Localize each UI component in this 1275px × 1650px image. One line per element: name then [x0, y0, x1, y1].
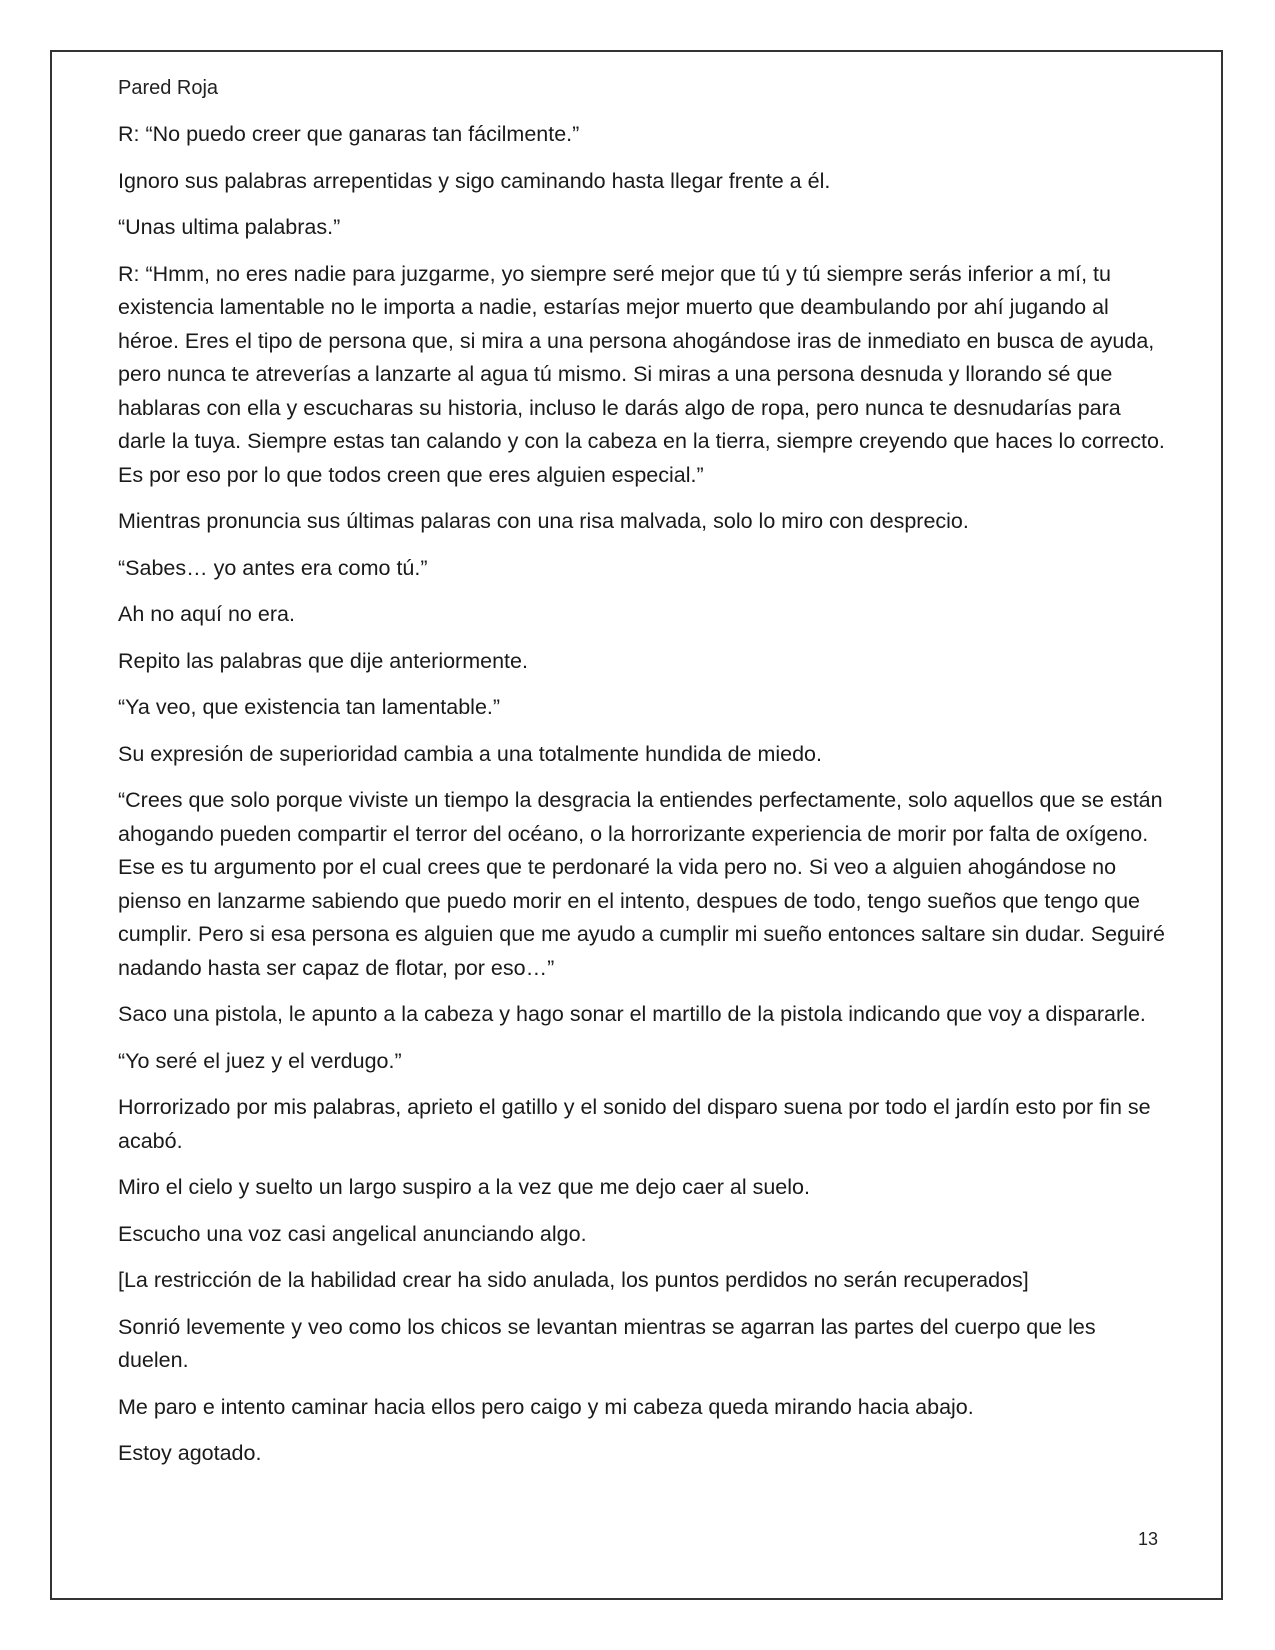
paragraph: Sonrió levemente y veo como los chicos se levantan mientras se agarran las partes del cuerpo que les duelen. [118, 1314, 1096, 1372]
paragraph: “Crees que solo porque viviste un tiempo la desgracia la entiendes perfectamente, solo aquellos que se están ahogando pueden compartir el terror del océano, o la horrorizante experiencia de morir por falta de oxígeno. Ese es tu argumento por el cual crees que te perdonaré la vida pero no. Si veo a alguien ahogándose no pienso en lanzarme sabiendo que puedo morir en el intento, despues de todo, tengo sueños que tengo que cumplir. Pero si esa persona es alguien que me ayudo a cumplir mi sueño entonces saltare sin dudar. Seguiré nadando hasta ser capaz de flotar, por eso…” [118, 788, 1165, 980]
paragraph: R: “Hmm, no eres nadie para juzgarme, yo siempre seré mejor que tú y tú siempre serás inferior a mí, tu existencia lamentable no le importa a nadie, estarías mejor muerto que deambulando por ahí jugando al héroe. Eres el tipo de persona que, si mira a una persona ahogándose iras de inmediato en busca de ayuda, pero nunca te atreverías a lanzarte al agua tú mismo. Si miras a una persona desnuda y llorando sé que hablaras con ella y escucharas su historia, incluso le darás algo de ropa, pero nunca te desnudarías para darle la tuya. Siempre estas tan calando y con la cabeza en la tierra, siempre creyendo que haces lo correcto. Es por eso por lo que todos creen que eres alguien especial.” [118, 261, 1165, 487]
paragraph: [La restricción de la habilidad crear ha sido anulada, los puntos perdidos no serán recuperados] [118, 1268, 1029, 1292]
paragraph: Repito las palabras que dije anteriormente. [118, 648, 528, 673]
paragraph: Me paro e intento caminar hacia ellos pero caigo y mi cabeza queda mirando hacia abajo. [118, 1394, 974, 1419]
paragraph: Saco una pistola, le apunto a la cabeza y hago sonar el martillo de la pistola indicando que voy a dispararle. [118, 1002, 1146, 1026]
paragraph: “Yo seré el juez y el verdugo.” [118, 1048, 402, 1073]
paragraph: “Sabes… yo antes era como tú.” [118, 555, 428, 580]
paragraph: Su expresión de superioridad cambia a una totalmente hundida de miedo. [118, 741, 822, 766]
paragraph: “Ya veo, que existencia tan lamentable.” [118, 695, 501, 719]
running-header: Pared Roja [118, 77, 219, 99]
paragraph: Mientras pronuncia sus últimas palaras con una risa malvada, solo lo miro con desprecio. [118, 509, 969, 533]
paragraph: R: “No puedo creer que ganaras tan fácilmente.” [118, 122, 580, 146]
paragraph: Ignoro sus palabras arrepentidas y sigo caminando hasta llegar frente a él. [118, 168, 831, 193]
document-body [118, 118, 1168, 1484]
paragraph: Escucho una voz casi angelical anunciando algo. [118, 1221, 587, 1246]
paragraph: Miro el cielo y suelto un largo suspiro a la vez que me dejo caer al suelo. [118, 1175, 810, 1199]
paragraph: Ah no aquí no era. [118, 602, 295, 626]
paragraph: “Unas ultima palabras.” [118, 215, 341, 239]
paragraph: Estoy agotado. [118, 1441, 262, 1465]
paragraph: Horrorizado por mis palabras, aprieto el gatillo y el sonido del disparo suena por todo el jardín esto por fin se acabó. [118, 1095, 1151, 1153]
page-number: 13 [1138, 1529, 1159, 1549]
